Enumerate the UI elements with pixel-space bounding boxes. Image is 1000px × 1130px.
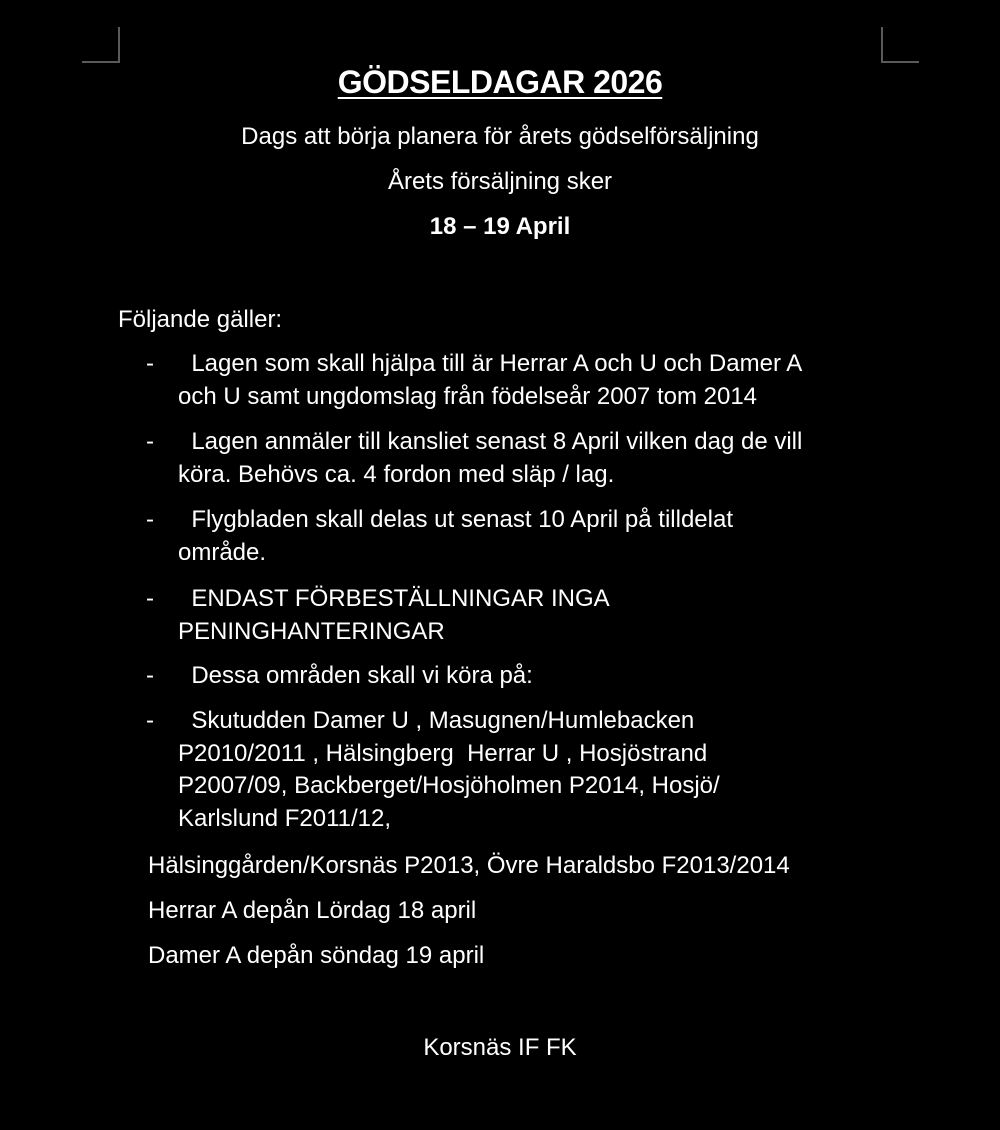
- list-item: [146, 705, 866, 835]
- list-item: [146, 660, 866, 693]
- bullet-dash: -: [146, 506, 154, 533]
- list-item-line: PENINGHANTERINGAR: [178, 617, 445, 645]
- list-item-line: köra. Behövs ca. 4 fordon med släp / lag.: [178, 460, 615, 488]
- list-item-line: Skutudden Damer U , Masugnen/Humlebacken: [178, 707, 695, 734]
- bullet-dash: -: [146, 428, 154, 455]
- list-item-line: Lagen anmäler till kansliet senast 8 April vilken dag de vill: [178, 428, 803, 455]
- sale-line: Årets försäljning sker: [387, 168, 613, 195]
- area-list-continuation: Hälsinggården/Korsnäs P2013, Övre Haraldsbo F2013/2014: [148, 852, 790, 879]
- bullet-dash: -: [146, 350, 154, 377]
- list-item-text: [146, 426, 866, 491]
- list-item: [146, 348, 866, 413]
- page-corner-mark-top-right: [881, 27, 919, 63]
- bullet-dash: -: [146, 707, 154, 734]
- list-item-text: [146, 705, 866, 835]
- list-item-line: P2007/09, Backberget/Hosjöholmen P2014, Hosjö/: [178, 772, 720, 799]
- list-item-text: [146, 504, 866, 569]
- list-item-line: Lagen som skall hjälpa till är Herrar A och U och Damer A: [178, 350, 803, 377]
- sale-dates: 18 – 19 April: [429, 213, 571, 240]
- list-item-line: Flygbladen skall delas ut senast 10 April på tilldelat: [178, 506, 733, 533]
- document-title: GÖDSELDAGAR 2026: [337, 64, 663, 100]
- list-item-text: [146, 348, 866, 413]
- list-item-line: P2010/2011 , Hälsingberg Herrar U , Hosjöstrand: [178, 739, 708, 767]
- list-item-text: [146, 583, 866, 648]
- subtitle: Dags att börja planera för årets gödselförsäljning: [241, 123, 759, 150]
- damer-depot-line: Damer A depån söndag 19 april: [148, 942, 485, 969]
- list-item: [146, 426, 866, 491]
- list-item-line: Dessa områden skall vi köra på:: [178, 662, 533, 689]
- club-signature: Korsnäs IF FK: [423, 1034, 577, 1061]
- list-item-line: och U samt ungdomslag från födelseår 2007 tom 2014: [178, 382, 758, 410]
- bullet-dash: -: [146, 585, 154, 612]
- list-item-line: område.: [178, 538, 267, 566]
- list-item-line: Karlslund F2011/12,: [178, 804, 392, 832]
- bullet-dash: -: [146, 662, 154, 689]
- page-corner-mark-top-left: [82, 27, 120, 63]
- herrar-depot-line: Herrar A depån Lördag 18 april: [148, 897, 477, 924]
- intro-text: Följande gäller:: [118, 306, 283, 333]
- list-item: [146, 583, 866, 648]
- list-item: [146, 504, 866, 569]
- list-item-text: [146, 660, 866, 693]
- list-item-line: ENDAST FÖRBESTÄLLNINGAR INGA: [178, 585, 610, 612]
